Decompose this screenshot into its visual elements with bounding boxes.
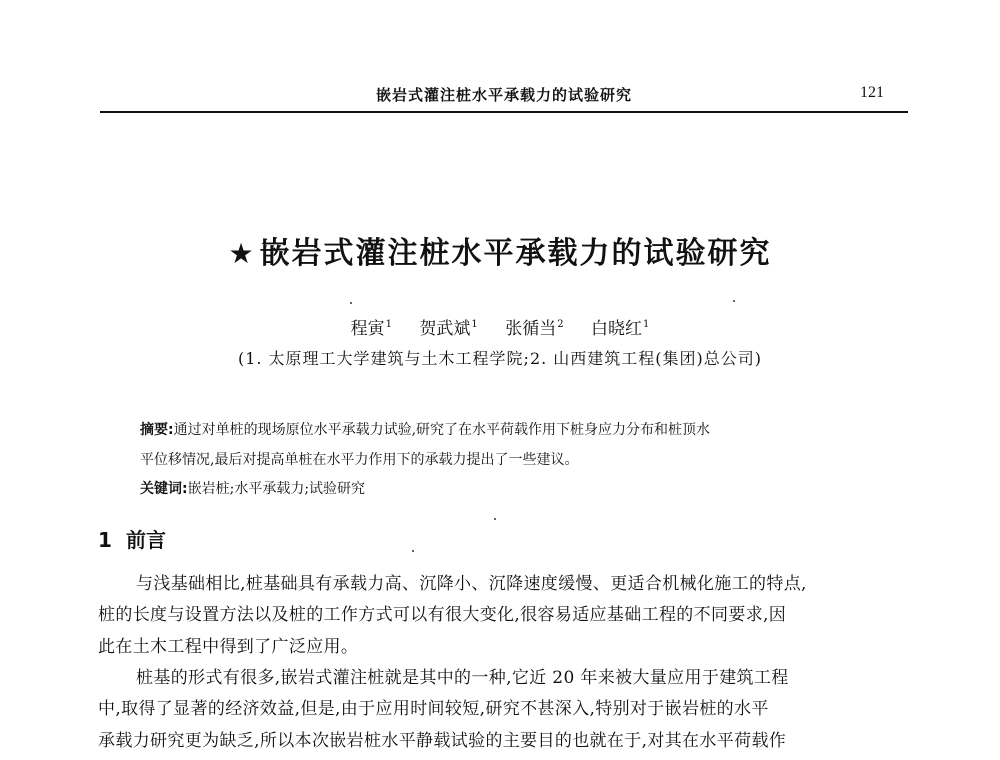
body-text-line: 中,取得了显著的经济效益,但是,由于应用时间较短,研究不甚深入,特别对于嵌岩桩的水平: [98, 699, 769, 719]
body-text-line: 桩基的形式有很多,嵌岩式灌注桩就是其中的一种,它近 20 年来被大量应用于建筑工程: [136, 668, 789, 688]
article-title: [60, 228, 940, 272]
abstract-line: 平位移情况,最后对提高单桩在水平力作用下的承载力提出了一些建议。: [140, 452, 579, 468]
author: 贺武斌$^1$: [419, 319, 478, 339]
author: 张循当$^2$: [505, 319, 564, 339]
keywords-line: [140, 479, 860, 499]
body-text-line: 此在土木工程中得到了广泛应用。: [98, 637, 359, 657]
body-text-line: 桩的长度与设置方法以及桩的工作方式可以有很大变化,很容易适应基础工程的不同要求,因: [98, 605, 787, 625]
page-number: 121: [860, 84, 884, 101]
section-number: 1: [98, 528, 112, 552]
author: 白晓红$^1$: [590, 319, 650, 339]
header-rule: [100, 111, 908, 113]
section-title: 前言: [126, 528, 166, 552]
body-text-line: 承载力研究更为缺乏,所以本次嵌岩桩水平静载试验的主要目的也就在于,对其在水平荷载作: [98, 731, 787, 751]
article-title-text: 嵌岩式灌注桩水平承载力的试验研究: [259, 236, 772, 271]
scan-speck: [350, 302, 352, 304]
author: 程寅$^1$: [350, 319, 393, 339]
star-icon: ★: [228, 237, 256, 270]
scan-speck: [412, 550, 414, 552]
running-title: 嵌岩式灌注桩水平承载力的试验研究: [375, 86, 632, 104]
keywords-label: 关键词:: [140, 481, 188, 497]
body-text-line: 与浅基础相比,桩基础具有承载力高、沉降小、沉降速度缓慢、更适合机械化施工的特点,: [136, 574, 807, 594]
author-list: [60, 314, 940, 339]
abstract-text: 通过对单桩的现场原位水平承载力试验,研究了在水平荷载作用下桩身应力分布和桩顶水: [173, 422, 711, 438]
scan-speck: [733, 300, 735, 302]
keywords-text: 嵌岩桩;水平承载力;试验研究: [187, 481, 366, 497]
scan-speck: [494, 518, 496, 520]
running-header: [100, 82, 908, 106]
abstract-line: [140, 420, 860, 440]
affiliations: (1. 太原理工大学建筑与土木工程学院;2. 山西建筑工程(集团)总公司): [237, 349, 763, 368]
section-heading: [98, 524, 166, 553]
abstract-label: 摘要:: [140, 422, 174, 438]
